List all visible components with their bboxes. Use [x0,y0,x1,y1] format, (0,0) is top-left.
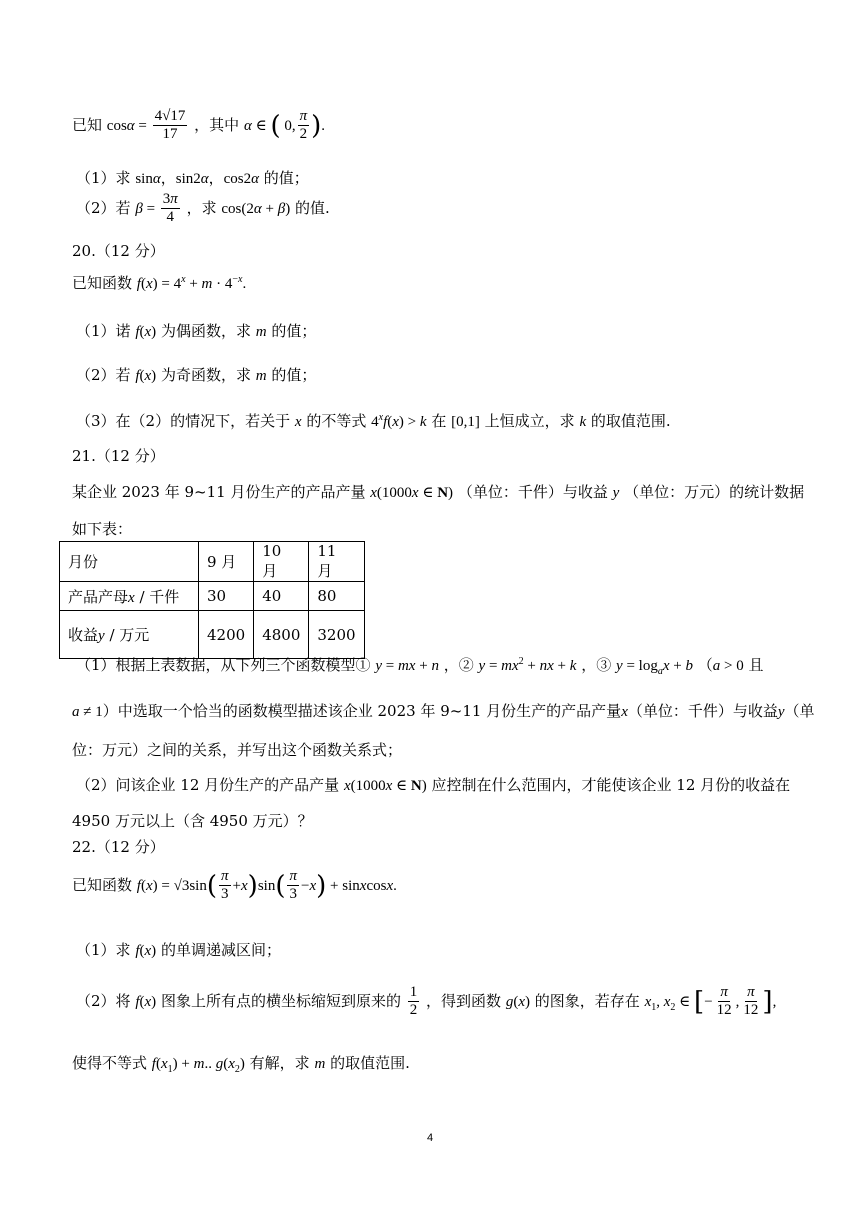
q20-part1: （1）诺 f(x) 为偶函数，求 m 的值； [76,322,317,340]
cos-alpha-formula: cosα = [106,117,151,134]
q21-intro: 某企业 2023 年 9~11 月份生产的产品产量 x(1000x ∈ N) （单位：千件）与收益 y （单位：万元）的统计数据 [72,483,805,501]
table-cell: 80 [309,582,364,611]
q22-intro: 已知函数 f(x) = √3sin( $\frac{\pi}{3}$ +x)sin( $\frac{\pi}{3}$ −x) + sinxcosx. [72,868,397,903]
q21-part1-line2: a ≠ 1）中选取一个恰当的函数模型描述该企业 2023 年 9~11 月份生产的产品产量x（单位：千件）与收益y（单 [72,702,815,720]
table-cell: 4800 [254,611,309,659]
q22-part2-line2: 使得不等式 $f(x_1) + m$.. $g(x_2)$ 有解，求 m 的取值范围. [72,1054,410,1075]
q21-part2-line2: 4950 万元以上（含 4950 万元）？ [72,812,313,830]
q21-part2: （2）问该企业 12 月份生产的产品产量 x(1000x ∈ N) 应控制在什么范围内，才能使该企业 12 月份的收益在 [76,776,791,794]
q20-part3: （3）在（2）的情况下，若关于 x 的不等式 $4^xf(x) > k$ 在 [0,1] 上恒成立，求 k 的取值范围. [76,412,671,430]
q19-part1: （1）求 sinα，sin2α，cos2α 的值； [76,169,309,187]
table-header-row [60,542,365,582]
q22-part1: （1）求 f(x) 的单调递减区间； [76,941,281,959]
q21-header: 21.（12 分） [72,447,165,465]
table-cell: 收益y / 万元 [60,611,199,659]
q20-part2: （2）若 f(x) 为奇函数，求 m 的值； [76,366,317,384]
table-cell: 9 月 [199,542,254,582]
table-cell: 3200 [309,611,364,659]
table-cell: 30 [199,582,254,611]
page-number: 4 [426,1132,434,1144]
table-cell: 10 月 [254,542,309,582]
fraction-4root17-over-17: $\frac{4√17}{17}$ [154,108,186,143]
q22-part2: （2）将 f(x) 图象上所有点的横坐标缩短到原来的 $\frac{1}{2}$ ，得到函数 g(x) 的图象，若存在 $x_1$, $x_2$ ∈ [− $\frac{\pi}{12}$ , $\frac{\pi}{12}$ ], [76,984,777,1019]
table-cell: 产品产母x / 千件 [60,582,199,611]
table-cell: 11 月 [309,542,364,582]
q21-intro-line2: 如下表： [72,520,133,538]
table-cell: 40 [254,582,309,611]
q20-header: 20.（12 分） [72,242,165,260]
q20-intro: 已知函数 $f(x) = 4^x + m \cdot 4^{-x}$. [72,274,247,292]
table-cell: 月份 [60,542,199,582]
q22-header: 22.（12 分） [72,838,165,856]
table-row [60,611,365,659]
q21-part1-line3: 位：万元）之间的关系，并写出这个函数关系式； [72,741,403,759]
table-cell: 4200 [199,611,254,659]
q21-part1: （1）根据上表数据，从下列三个函数模型① y = mx + n ，② $y = mx^2$ + nx + k ，③ $y = \log_ax + b$ （a > 0 且 [76,656,764,677]
table-row [60,582,365,611]
q19-part2: （2）若 β = $\frac{3\pi}{4}$ ，求 cos(2α + β) 的值. [76,191,330,226]
q21-data-table [59,541,365,659]
alpha-in-interval: α ∈ [243,117,271,134]
q19-intro: 已知 cosα = $\frac{4√17}{17}$ ，其中 α ∈ ( 0, $\frac{\pi}{2}$ ). [72,108,326,143]
